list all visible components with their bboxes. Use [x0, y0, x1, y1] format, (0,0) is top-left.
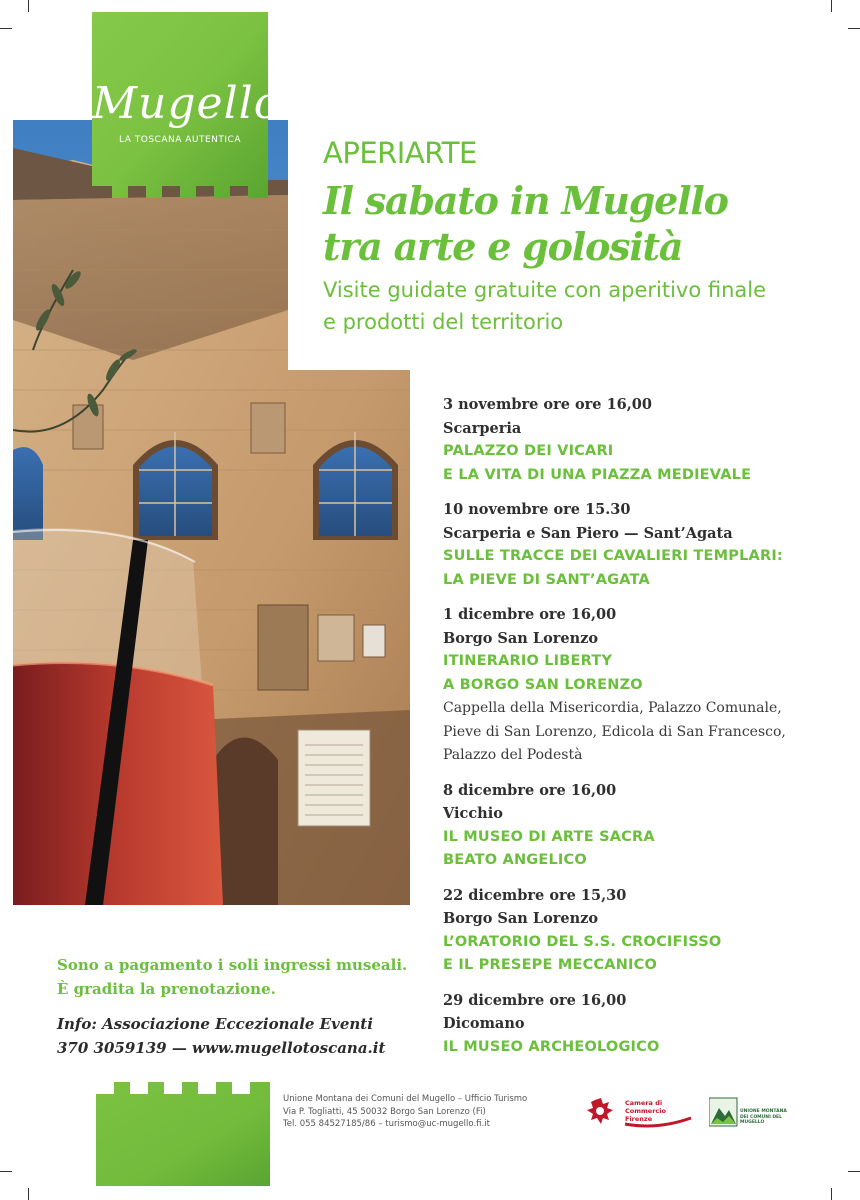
subtitle-line: Visite guidate gratuite con aperitivo finale [323, 278, 767, 302]
event-title: E IL PRESEPE MECCANICO [443, 957, 657, 973]
contact-info [57, 1012, 437, 1060]
event-place: Dicomano [443, 1015, 525, 1032]
event-description: Palazzo del Podestà [443, 747, 583, 763]
event-item [443, 603, 853, 768]
info-line: Info: Associazione Eccezionale Eventi [57, 1015, 373, 1033]
kicker-title: APERIARTE [323, 136, 477, 170]
event-title: IL MUSEO ARCHEOLOGICO [443, 1038, 660, 1055]
cdc-label-line: Firenze [625, 1115, 653, 1123]
note-line: Sono a pagamento i soli ingressi museali. [57, 956, 408, 974]
crop-mark [28, 0, 29, 12]
crop-mark [848, 28, 860, 29]
logo-tagline: LA TOSCANA AUTENTICA [119, 135, 241, 145]
event-item [443, 884, 853, 978]
crop-mark [28, 1188, 29, 1200]
event-title: LA PIEVE DI SANT’AGATA [443, 571, 650, 588]
subtitle [323, 274, 843, 338]
event-place: Vicchio [443, 805, 503, 822]
event-place: Borgo San Lorenzo [443, 910, 599, 927]
footer-address [283, 1093, 573, 1131]
footer-line: Via P. Togliatti, 45 50032 Borgo San Lorenzo (Fi) [283, 1106, 486, 1117]
footer-green-block [96, 1082, 270, 1186]
footer-line: Unione Montana dei Comuni del Mugello – Ufficio Turismo [283, 1094, 528, 1104]
cdc-label-line: Camera di Commercio [625, 1099, 666, 1115]
uc-label: UNIONE MONTANA DEI COMUNI DEL MUGELLO [740, 1109, 787, 1125]
event-item [443, 779, 853, 873]
event-title: SULLE TRACCE DEI CAVALIERI TEMPLARI: [443, 548, 783, 564]
event-title: E LA VITA DI UNA PIAZZA MEDIEVALE [443, 466, 752, 483]
event-title: ITINERARIO LIBERTY [443, 653, 613, 669]
crop-mark [831, 0, 832, 12]
event-date: 8 dicembre ore 16,00 [443, 781, 617, 799]
headline-line: tra arte e golosità [323, 224, 683, 269]
mugello-logo [92, 12, 282, 198]
event-place: Scarperia [443, 419, 522, 437]
events-list [443, 393, 853, 1070]
event-item [443, 498, 853, 592]
event-title: L’ORATORIO DEL S.S. CROCIFISSO [443, 933, 722, 950]
event-description: Pieve di San Lorenzo, Edicola di San Francesco, [443, 723, 786, 740]
crop-mark [0, 1171, 12, 1172]
crop-mark [848, 1171, 860, 1172]
headline [323, 178, 843, 270]
unione-montana-logo [709, 1096, 789, 1130]
footer-line[interactable]: Tel. 055 84527185/86 – turismo@uc-mugello.fi.it [283, 1119, 490, 1129]
event-date: 22 dicembre ore 15,30 [443, 886, 627, 904]
note-line: È gradita la prenotazione. [57, 980, 276, 998]
camera-di-commercio-logo [587, 1096, 695, 1130]
event-title: BEATO ANGELICO [443, 852, 587, 868]
headline-line: Il sabato in Mugello [323, 178, 728, 223]
event-place: Borgo San Lorenzo [443, 629, 599, 647]
event-place: Scarperia e San Piero — Sant’Agata [443, 524, 733, 542]
crop-mark [0, 28, 12, 29]
event-date: 3 novembre ore ore 16,00 [443, 396, 652, 413]
crop-mark [831, 1188, 832, 1200]
event-item [443, 393, 853, 487]
event-title: A BORGO SAN LORENZO [443, 676, 643, 693]
event-description: Cappella della Misericordia, Palazzo Comunale, [443, 700, 782, 716]
event-title: PALAZZO DEI VICARI [443, 443, 614, 459]
pricing-note [57, 953, 417, 1001]
event-title: IL MUSEO DI ARTE SACRA [443, 828, 655, 845]
info-line[interactable]: 370 3059139 — www.mugellotoscana.it [57, 1039, 386, 1057]
event-item [443, 989, 853, 1060]
cdc-label [625, 1099, 695, 1123]
event-date: 1 dicembre ore 16,00 [443, 606, 617, 623]
logo-wordmark: Mugello [92, 78, 282, 129]
subtitle-line: e prodotti del territorio [323, 310, 564, 334]
event-date: 10 novembre ore 15.30 [443, 501, 631, 518]
event-date: 29 dicembre ore 16,00 [443, 991, 627, 1009]
